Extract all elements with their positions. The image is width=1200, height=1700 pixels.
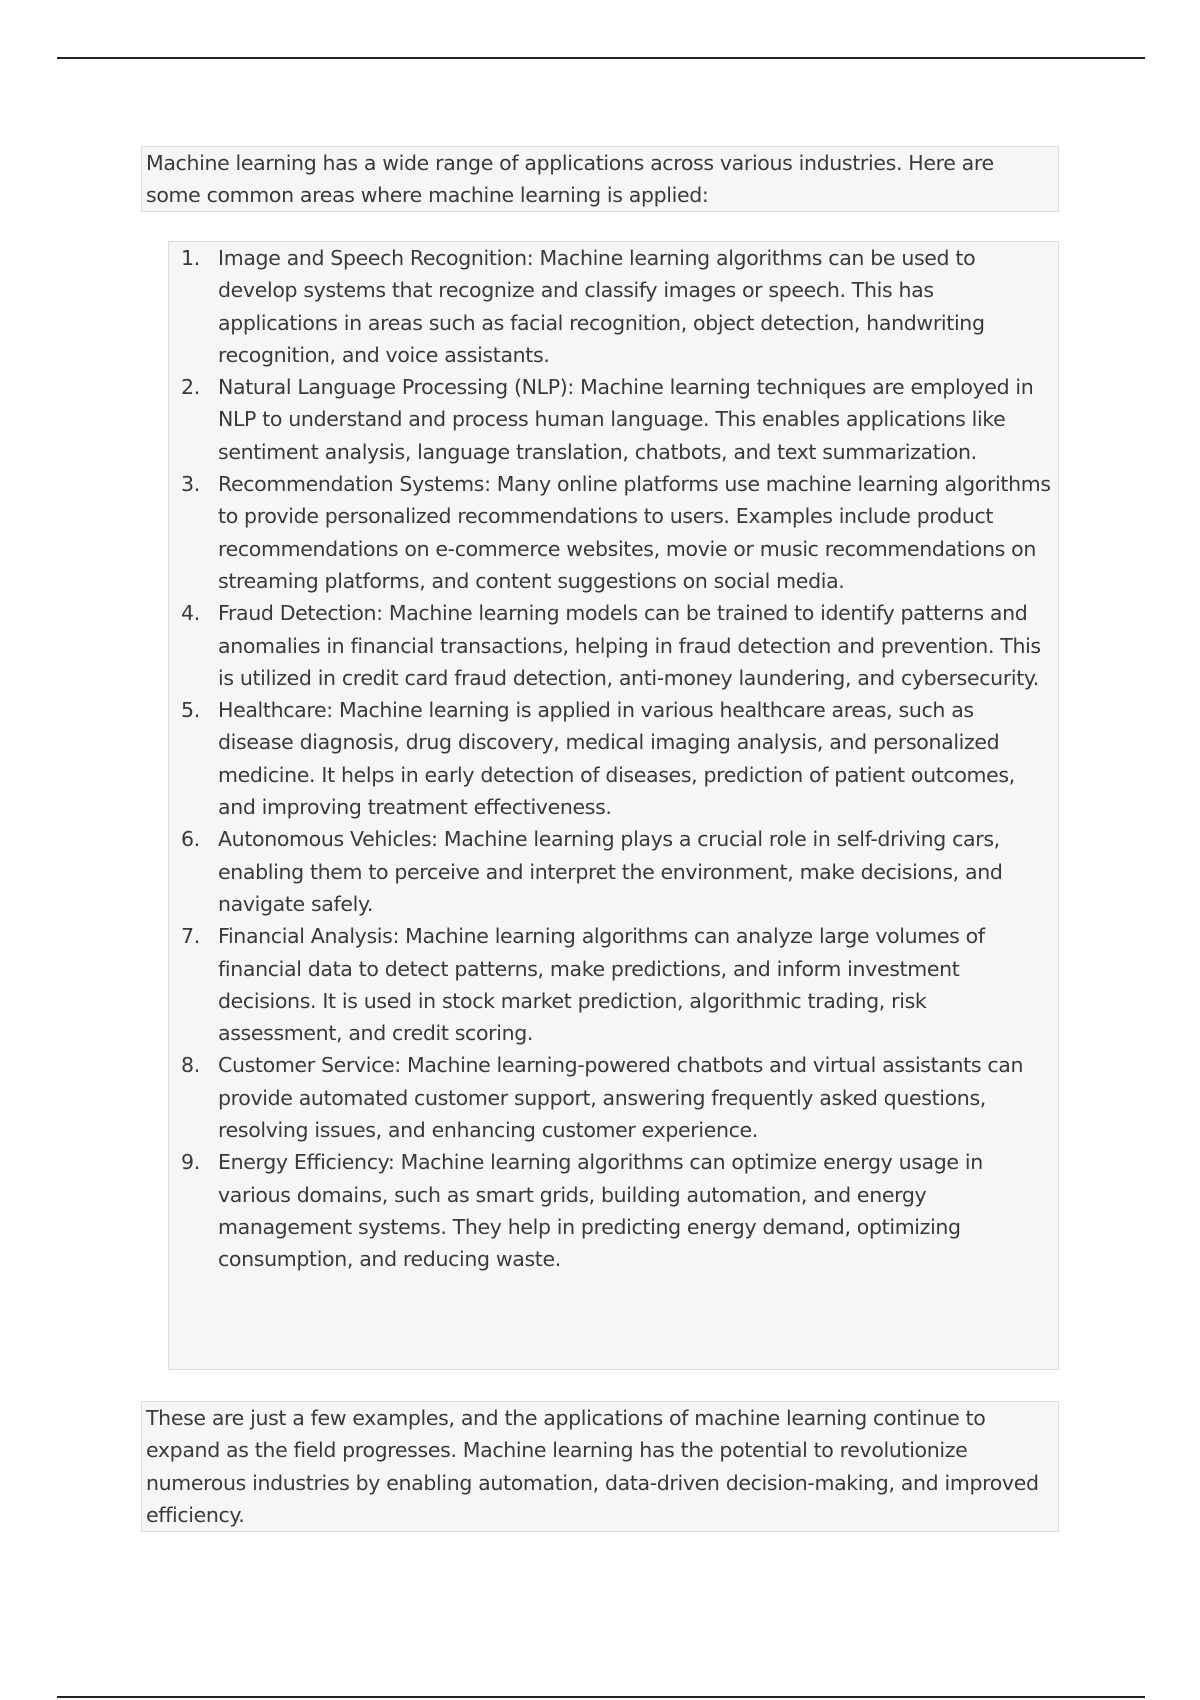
list-item-text: Recommendation Systems: Many online platforms use machine learning algorithms to provide personalized recommendations to users. Examples include product recommendations on e-commerce websites, movie or music recommendations on streaming platforms, and content suggestions on social media.	[218, 472, 1051, 593]
applications-list	[169, 242, 1058, 1276]
list-item	[169, 597, 1058, 694]
list-item-text: Fraud Detection: Machine learning models can be trained to identify patterns and anomalies in financial transactions, helping in fraud detection and prevention. This is utilized in credit card fraud detection, anti-money laundering, and cybersecurity.	[218, 601, 1041, 690]
intro-paragraph: Machine learning has a wide range of applications across various industries. Here are some common areas where machine learning is applied:	[146, 151, 994, 208]
intro-block	[141, 146, 1059, 212]
list-item-text: Natural Language Processing (NLP): Machine learning techniques are employed in NLP to understand and process human language. This enables applications like sentiment analysis, language translation, chatbots, and text summarization.	[218, 375, 1034, 464]
list-item	[169, 694, 1058, 823]
applications-list-block	[168, 241, 1059, 1370]
list-item	[169, 823, 1058, 920]
outro-paragraph: These are just a few examples, and the applications of machine learning continue to expand as the field progresses. Machine learning has the potential to revolutionize numerous industries by enabling automation, data-driven decision-making, and improved efficiency.	[146, 1406, 1039, 1527]
list-item-text: Financial Analysis: Machine learning algorithms can analyze large volumes of financial data to detect patterns, make predictions, and inform investment decisions. It is used in stock market prediction, algorithmic trading, risk assessment, and credit scoring.	[218, 924, 985, 1046]
list-item	[169, 371, 1058, 468]
list-item-number: 1.	[181, 246, 200, 270]
footer-rule	[57, 1696, 1145, 1698]
outro-block	[141, 1401, 1059, 1532]
list-item	[169, 1146, 1058, 1275]
list-item-number: 2.	[181, 375, 200, 400]
list-item-number: 9.	[181, 1150, 200, 1175]
list-item	[169, 920, 1058, 1049]
list-item-number: 3.	[181, 472, 200, 497]
list-item-number: 6.	[181, 827, 200, 852]
list-item	[169, 468, 1058, 597]
list-item-text: Healthcare: Machine learning is applied in various healthcare areas, such as disease diagnosis, drug discovery, medical imaging analysis, and personalized medicine. It helps in early detection of diseases, prediction of patient outcomes, and improving treatment effectiveness.	[218, 698, 1015, 820]
list-item-number: 7.	[181, 924, 200, 949]
list-item-text: Energy Efficiency: Machine learning algorithms can optimize energy usage in various domains, such as smart grids, building automation, and energy management systems. They help in predicting energy demand, optimizing consumption, and reducing waste.	[218, 1150, 983, 1272]
list-item-text: Image and Speech Recognition: Machine learning algorithms can be used to develop systems that recognize and classify images or speech. This has applications in areas such as facial recognition, object detection, handwriting recognition, and voice assistants.	[218, 246, 985, 367]
header-rule	[57, 57, 1145, 59]
list-item-text: Customer Service: Machine learning-powered chatbots and virtual assistants can provide automated customer support, answering frequently asked questions, resolving issues, and enhancing customer experience.	[218, 1053, 1024, 1143]
list-item	[169, 242, 1058, 371]
list-item	[169, 1049, 1058, 1146]
list-item-text: Autonomous Vehicles: Machine learning plays a crucial role in self-driving cars, enabling them to perceive and interpret the environment, make decisions, and navigate safely.	[218, 827, 1003, 916]
list-item-number: 4.	[181, 601, 200, 626]
list-item-number: 5.	[181, 698, 200, 723]
list-item-number: 8.	[181, 1053, 200, 1078]
